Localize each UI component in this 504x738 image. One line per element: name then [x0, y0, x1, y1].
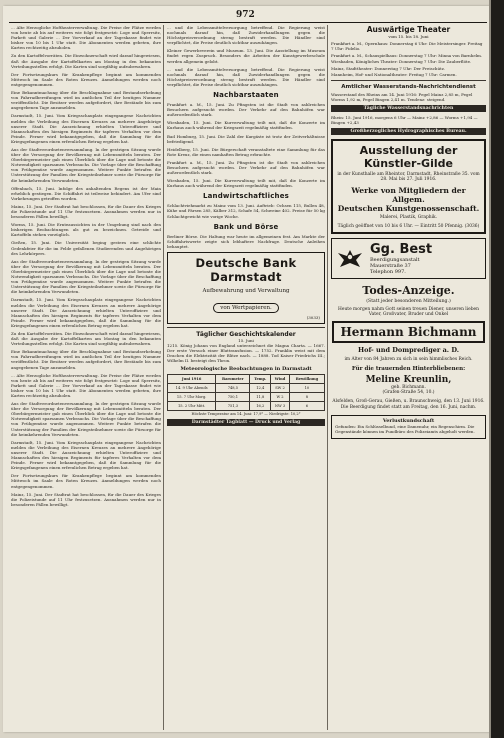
left-column	[11, 25, 161, 730]
weather-row	[168, 384, 325, 393]
theatre-item: Mannheim, Hof- und Nationaltheater: Freitag 7 Uhr: Carmen.	[331, 72, 457, 77]
weather-header-cell: Juni 1916	[168, 375, 216, 384]
bank-pill: von Wertpapieren.	[213, 303, 279, 313]
middle-column	[167, 25, 325, 730]
article-text: Aus der Stadtverordnetenversammlung. In der gestrigen Sitzung wurde über die Versorgung der Bevölkerung mit Lebensmitteln beraten. Der Oberbürgermeister gab einen Überblick über die Lage und betonte die Notwendigkeit sparsamen Verbrauchs. Die Vorlage über die Beschaffung von Frühgemüse wurde angenommen. Weitere Punkte betrafen die Unterstützung der Familien der Kriegsteilnehmer sowie die Fürsorge für die heimkehrenden Verwundeten.	[11, 401, 161, 437]
exhibition-title: Ausstellung der Künstler-Gilde	[359, 144, 458, 170]
weather-title: Meteorologische Beobachtungen in Darmstadt	[180, 366, 312, 373]
article-text: Worms, 15. Juni. Die Ernteaussichten in der Umgebung sind nach den bisherigen Beobachtungen als gut zu bezeichnen. Getreide und Kartoffeln stehen vorzüglich.	[11, 222, 161, 238]
article-text: Frankfurt a. M., 15. Juni. Zu Pfingsten ist die Stadt von zahlreichen Besuchern aufgesucht worden. Der Verkehr auf den Bahnhöfen war außerordentlich stark.	[167, 159, 325, 176]
undertaker-phone: Telephon 997.	[370, 269, 406, 275]
undertaker-name: Gg. Best	[370, 242, 433, 257]
weather-header-cell: Bewölkung	[289, 375, 324, 384]
page-number: 972	[236, 10, 255, 20]
death-notice-text: Heute morgen nahm Gott seinen treuen Diener, unseren lieben Vater, Großvater, Bruder und Onkel	[338, 307, 479, 317]
article-text: Darmstadt, 15. Juni. Vom Kriegsschauplatz eingegangene Nachrichten melden die Verleihung des Eisernen Kreuzes an mehrere Angehörige unserer Stadt. Die Auszeichnung erhielten Unteroffiziere und Mannschaften des hiesigen Regiments für tapferes Verhalten vor dem Feinde. Ferner wird bekanntgegeben, daß die Sammlung für die Kriegsgefangenen einen erfreulichen Betrag ergeben hat.	[11, 297, 161, 328]
weather-row	[168, 402, 325, 411]
water-banner: Tägliche Wasserstandsnachrichten	[331, 105, 486, 112]
deceased-age: im Alter von 84 Jahren zu sich in sein himmlisches Reich.	[344, 357, 473, 362]
column-rule	[163, 25, 164, 730]
bank-advertisement	[167, 252, 325, 324]
theatre-item: Frankfurt a. M., Opernhaus: Donnerstag 6 Uhr: Die Meistersinger. Freitag 7 Uhr: Fidelio.	[331, 41, 483, 51]
exhibition-hours: Täglich geöffnet von 10 bis 6 Uhr. — Eintritt 50 Pfennig. (3036)	[337, 224, 480, 229]
calendar-date: 15. Juni	[238, 337, 254, 343]
weather-cell: 8	[289, 393, 324, 402]
calendar-title: Täglicher Geschichtskalender	[196, 330, 296, 338]
article-text: Kleiner Gewerbeverein und Museum. 13. Juni. Die Ausstellung im Museum findet regen Zuspruch. Besonders die Arbeiten der Kunstgewerbeschule werden allgemein gelobt.	[167, 48, 325, 64]
bank-name: Deutsche Bank Darmstadt	[195, 255, 297, 284]
undertaker-advertisement	[331, 238, 486, 279]
weather-header-row	[168, 375, 325, 384]
water-table: Rhein: 15. Juni 1916, morgens 6 Uhr — Mainz +2,86 — Worms +1,94 — Bingen +2,43	[331, 115, 478, 125]
weather-cell: 751,3	[216, 402, 250, 411]
section-heading-nachbarstaaten: Nachbarstaaten	[213, 91, 279, 100]
article-text: Bad Homburg, 15. Juni. Die Zahl der Kurgäste ist trotz der Zeitverhältnisse befriedigend.	[167, 133, 325, 144]
weather-table	[167, 374, 325, 411]
notice-text: Gefunden: Ein Schlüsselbund, eine Damenuhr, ein Regenschirm. Die Gegenstände können im Fundbüro des Polizeiamts abgeholt werden.	[335, 424, 475, 434]
section-heading-bank: Bank und Börse	[213, 222, 279, 231]
exhibition-advertisement	[331, 139, 486, 234]
article-text: Eine Bekanntmachung über die Beschlagnahme und Bestandserhebung von Fahrradbereifungen wird im amtlichen Teil der heutigen Nummer veröffentlicht. Die Besitzer werden aufgefordert, ihre Bestände bis zum angegebenen Tage anzumelden.	[11, 90, 161, 111]
article-text: ... und die Lebensmittelversorgung betreffend. Die Regierung weist nochmals darauf hin, daß Zuwiderhandlungen gegen die Höchstpreisverordnung streng bestraft werden. Die Händler sind verpflichtet, die Preise deutlich sichtbar auszuhängen.	[167, 25, 325, 46]
article-text: Berliner Börse. Die Haltung war heute im allgemeinen fest. Am Markte der Schiffahrtswerte zeigte sich lebhaftere Nachfrage. Deutsche Anleihen behauptet.	[167, 233, 325, 249]
notice-heading: Verlustkundschaft	[382, 418, 435, 424]
weather-header-cell: Wind	[271, 375, 290, 384]
weather-cell: 15. 2 Uhr Mitt.	[168, 402, 216, 411]
theatre-item: Mainz, Stadttheater: Donnerstag 7 Uhr: Der Freischütz.	[331, 65, 446, 71]
deceased-name: Hermann Bichmann	[332, 321, 484, 343]
mourners-heading: Für die trauernden Hinterbliebenen:	[351, 366, 466, 372]
undertaker-line-2: Mauerstraße 37	[370, 263, 411, 269]
theatre-list	[331, 41, 486, 77]
signer-sub: geb. Bichmann.	[391, 385, 426, 390]
weather-cell: 10	[289, 384, 324, 393]
theatre-title: Auswärtige Theater	[366, 25, 451, 34]
imprint-banner: Darmstädter Tagblatt — Druck und Verlag	[167, 419, 325, 426]
eagle-emblem-icon	[335, 246, 365, 272]
weather-cell: 14. 9 Uhr Abends	[168, 384, 216, 393]
article-text: Mainz, 15. Juni. Der Stadtrat hat beschlossen, für die Dauer des Krieges die Polizeistunde auf 11 Uhr festzusetzen. Ausnahmen werden nur in besonderen Fällen bewilligt.	[11, 203, 161, 220]
article-text: Zu den Kartoffelvorräten. Die Einwohnerschaft wird darauf hingewiesen, daß die Ausgabe der Kartoffelkarten am Montag in den bekannten Verteilungsstellen erfolgt. Die Karten sind sorgfältig aufzubewahren.	[11, 330, 161, 347]
column-rule	[327, 25, 328, 730]
exhibition-categories: Malerei, Plastik, Graphik.	[379, 215, 438, 220]
death-notice	[331, 284, 486, 410]
weather-cell: 11,8	[250, 393, 271, 402]
signer-address: (Grafen-Straße 54, 10.)	[382, 390, 435, 395]
article-text: Darmstadt, 15. Juni. Vom Kriegsschauplatz eingegangene Nachrichten melden die Verleihung des Eisernen Kreuzes an mehrere Angehörige unserer Stadt. Die Auszeichnung erhielten Unteroffiziere und Mannschaften des hiesigen Regiments für tapferes Verhalten vor dem Feinde. Ferner wird bekanntgegeben, daß die Sammlung für die Kriegsgefangenen einen erfreulichen Betrag ergeben hat.	[11, 113, 161, 144]
page-edge	[491, 0, 504, 738]
article-text: Der Fortsetzungskurs für Krankenpflege beginnt am kommenden Mittwoch im Saale des Roten Kreuzes. Anmeldungen werden noch entgegengenommen.	[11, 473, 161, 489]
funeral-info: Die Beerdigung findet statt am Freitag, den 16. Juni, nachm.	[340, 405, 477, 410]
weather-cell: SW 2	[271, 384, 290, 393]
weather-cell: 750,1	[216, 393, 250, 402]
weather-cell: NW 3	[271, 402, 290, 411]
article-text: Aus der Stadtverordnetenversammlung. In der gestrigen Sitzung wurde über die Versorgung der Bevölkerung mit Lebensmitteln beraten. Der Oberbürgermeister gab einen Überblick über die Lage und betonte die Notwendigkeit sparsamen Verbrauchs. Die Vorlage über die Beschaffung von Frühgemüse wurde angenommen. Weitere Punkte betrafen die Unterstützung der Familien der Kriegsteilnehmer sowie die Fürsorge für die heimkehrenden Verwundeten.	[11, 258, 161, 295]
weather-cell: 12,4	[250, 384, 271, 393]
lost-found-notice	[331, 415, 486, 439]
weather-header-cell: Temp.	[250, 375, 271, 384]
article-text: Aus der Stadtverordnetenversammlung. In der gestrigen Sitzung wurde über die Versorgung der Bevölkerung mit Lebensmitteln beraten. Der Oberbürgermeister gab einen Überblick über die Lage und betonte die Notwendigkeit sparsamen Verbrauchs. Die Vorlage über die Beschaffung von Frühgemüse wurde angenommen. Weitere Punkte betrafen die Unterstützung der Familien der Kriegsteilnehmer sowie die Fürsorge für die heimkehrenden Verwundeten.	[11, 146, 161, 183]
article-text: Mainz, 15. Juni. Der Stadtrat hat beschlossen, für die Dauer des Krieges die Polizeistunde auf 11 Uhr festzusetzen. Ausnahmen werden nur in besonderen Fällen bewilligt.	[11, 491, 161, 507]
water-text: Wasserstand des Rheins am 14. Juni 1916: Pegel Mainz 2,85 m, Pegel Worms 1,92 m, Pegel Bingen 2,41 m. Tendenz: steigend.	[331, 92, 473, 102]
article-text: Wiesbaden, 15. Juni. Die Kurverwaltung teilt mit, daß die Konzerte im Kurhaus auch während der Kriegszeit regelmäßig stattfinden.	[167, 120, 325, 131]
weather-note: Höchste Temperatur am 14. Juni: 17,9° — Niedrigste: 10,2°	[191, 412, 301, 417]
death-notice-heading: Todes-Anzeige.	[362, 284, 455, 297]
theatre-item: Wiesbaden, Königliches Theater: Donnerstag 7 Uhr: Die Zauberflöte.	[331, 59, 472, 64]
exhibition-line-2: Deutschen Kunstgenossenschaft.	[337, 204, 480, 213]
water-footer: Großherzogliches Hydrographisches Bureau.	[331, 128, 486, 135]
weather-cell: 6	[289, 402, 324, 411]
article-text: Wiesbaden, 15. Juni. Die Kurverwaltung teilt mit, daß die Konzerte im Kurhaus auch während der Kriegszeit regelmäßig stattfinden.	[167, 178, 325, 189]
article-text: ... Alte Herzogliche Hoftheaterverwaltung. Die Preise der Plätze werden von heute ab bis auf weiteres wie folgt festgesetzt: Loge und Sperrsitz, Parkett und Galerie ... Der Vorverkauf an der Tageskasse findet wie bisher von 10 bis 1 Uhr statt. Die Abonnenten werden gebeten, ihre Karten rechtzeitig abzuholen.	[11, 372, 161, 398]
article-text: Offenbach, 15. Juni. Infolge des anhaltenden Regens ist der Main erheblich gestiegen. Die Schiffahrt ist teilweise behindert. Am Ufer sind Vorkehrungen getroffen worden.	[11, 185, 161, 201]
exhibition-venue: in der Kunsthalle am Rheintor, Darmstadt, Rheinstraße 35. vom 28. Mai bis 27. Juli 1916.	[337, 172, 480, 182]
section-heading-landwirtschaft: Landwirtschaftliches	[202, 192, 290, 201]
article-text: Der Fortsetzungskurs für Krankenpflege beginnt am kommenden Mittwoch im Saale des Roten Kreuzes. Anmeldungen werden noch entgegengenommen.	[11, 71, 161, 87]
death-notice-location: Alsfelden, Groß-Gerau, Gießen, u. Braunschweig, den 13. Juni 1916.	[332, 399, 485, 404]
divider	[167, 327, 325, 328]
article-text: Gießen, 15. Juni. Die Universität beging gestern eine schlichte Gedenkfeier für die im Felde gefallenen Studierenden und Angehörigen des Lehrkörpers.	[11, 240, 161, 256]
weather-header-cell: Barometer	[216, 375, 250, 384]
undertaker-line-1: Beerdigungsanstalt	[370, 257, 420, 263]
weather-row	[168, 393, 325, 402]
article-text: Frankfurt a. M., 15. Juni. Zu Pfingsten ist die Stadt von zahlreichen Besuchern aufgesucht worden. Der Verkehr auf den Bahnhöfen war außerordentlich stark.	[167, 102, 325, 118]
right-column	[331, 25, 486, 730]
theatre-subtitle: vom 15. bis 18. Juni	[388, 34, 429, 39]
article-text: Darmstadt, 15. Juni. Vom Kriegsschauplatz eingegangene Nachrichten melden die Verleihung des Eisernen Kreuzes an mehrere Angehörige unserer Stadt. Die Auszeichnung erhielten Unteroffiziere und Mannschaften des hiesigen Regiments für tapferes Verhalten vor dem Feinde. Ferner wird bekanntgegeben, daß die Sammlung für die Kriegsgefangenen einen erfreulichen Betrag ergeben hat.	[11, 439, 161, 471]
weather-cell: W 2	[271, 393, 290, 402]
article-text: Zu den Kartoffelvorräten. Die Einwohnerschaft wird darauf hingewiesen, daß die Ausgabe der Kartoffelkarten am Montag in den bekannten Verteilungsstellen erfolgt. Die Karten sind sorgfältig aufzubewahren.	[11, 53, 161, 69]
calendar-text: 1215. König Johann von England unterzeichnet die Magna Charta. — 1667. Der erste Versuch einer Bluttransfusion. — 1752. Franklin weist mit dem Drachen die Elektrizität der Blitze nach. — 1888. Tod Kaiser Friedrichs III.; Wilhelm II. besteigt den Thron.	[167, 342, 325, 364]
theatre-item: Frankfurt a. M., Schauspielhaus: Donnerstag 7 Uhr: Minna von Barnhelm.	[331, 52, 483, 58]
weather-cell: 15. 7 Uhr Morg.	[168, 393, 216, 402]
article-text: Schlachtviehmarkt zu Mainz vom 13. Juni. Auftrieb: Ochsen 115, Bullen 48, Kühe und Färsen 285, Kälber 312, Schafe 54, Schweine 402. Preise für 50 kg Schlachtgewicht wie vorige Woche.	[167, 203, 325, 219]
water-heading: Amtlicher Wasserstands-Nachrichtendienst	[341, 84, 476, 90]
signer-name: Meline Kreunlin,	[365, 375, 452, 385]
weather-cell: 748,5	[216, 384, 250, 393]
header-rule	[9, 22, 487, 23]
article-text: ... Alte Herzogliche Hoftheaterverwaltung. Die Preise der Plätze werden von heute ab bis auf weiteres wie folgt festgesetzt: Loge und Sperrsitz, Parkett und Galerie ... Der Vorverkauf an der Tageskasse findet wie bisher von 10 bis 1 Uhr statt. Die Abonnenten werden gebeten, ihre Karten rechtzeitig abzuholen.	[11, 25, 161, 51]
article-text: ... und die Lebensmittelversorgung betreffend. Die Regierung weist nochmals darauf hin, daß Zuwiderhandlungen gegen die Höchstpreisverordnung streng bestraft werden. Die Händler sind verpflichtet, die Preise deutlich sichtbar auszuhängen.	[167, 66, 325, 87]
bank-service: Aufbewahrung und Verwaltung	[202, 287, 290, 294]
article-text: Heidelberg, 15. Juni. Die Bürgerschaft veranstaltete eine Sammlung für das Rote Kreuz, die einen namhaften Betrag erbrachte.	[167, 146, 325, 157]
weather-cell: 16,2	[250, 402, 271, 411]
newspaper-page	[3, 6, 491, 732]
deceased-title: Hof- und Domprediger a. D.	[357, 346, 459, 354]
ad-code: (3033)	[306, 314, 320, 320]
death-notice-sub: (Statt jeder besonderen Mitteilung.)	[366, 299, 451, 304]
divider	[331, 80, 486, 81]
exhibition-line-1: Werke von Mitgliedern der Allgem.	[351, 186, 466, 204]
article-text: Eine Bekanntmachung über die Beschlagnahme und Bestandserhebung von Fahrradbereifungen wird im amtlichen Teil der heutigen Nummer veröffentlicht. Die Besitzer werden aufgefordert, ihre Bestände bis zum angegebenen Tage anzumelden.	[11, 349, 161, 370]
